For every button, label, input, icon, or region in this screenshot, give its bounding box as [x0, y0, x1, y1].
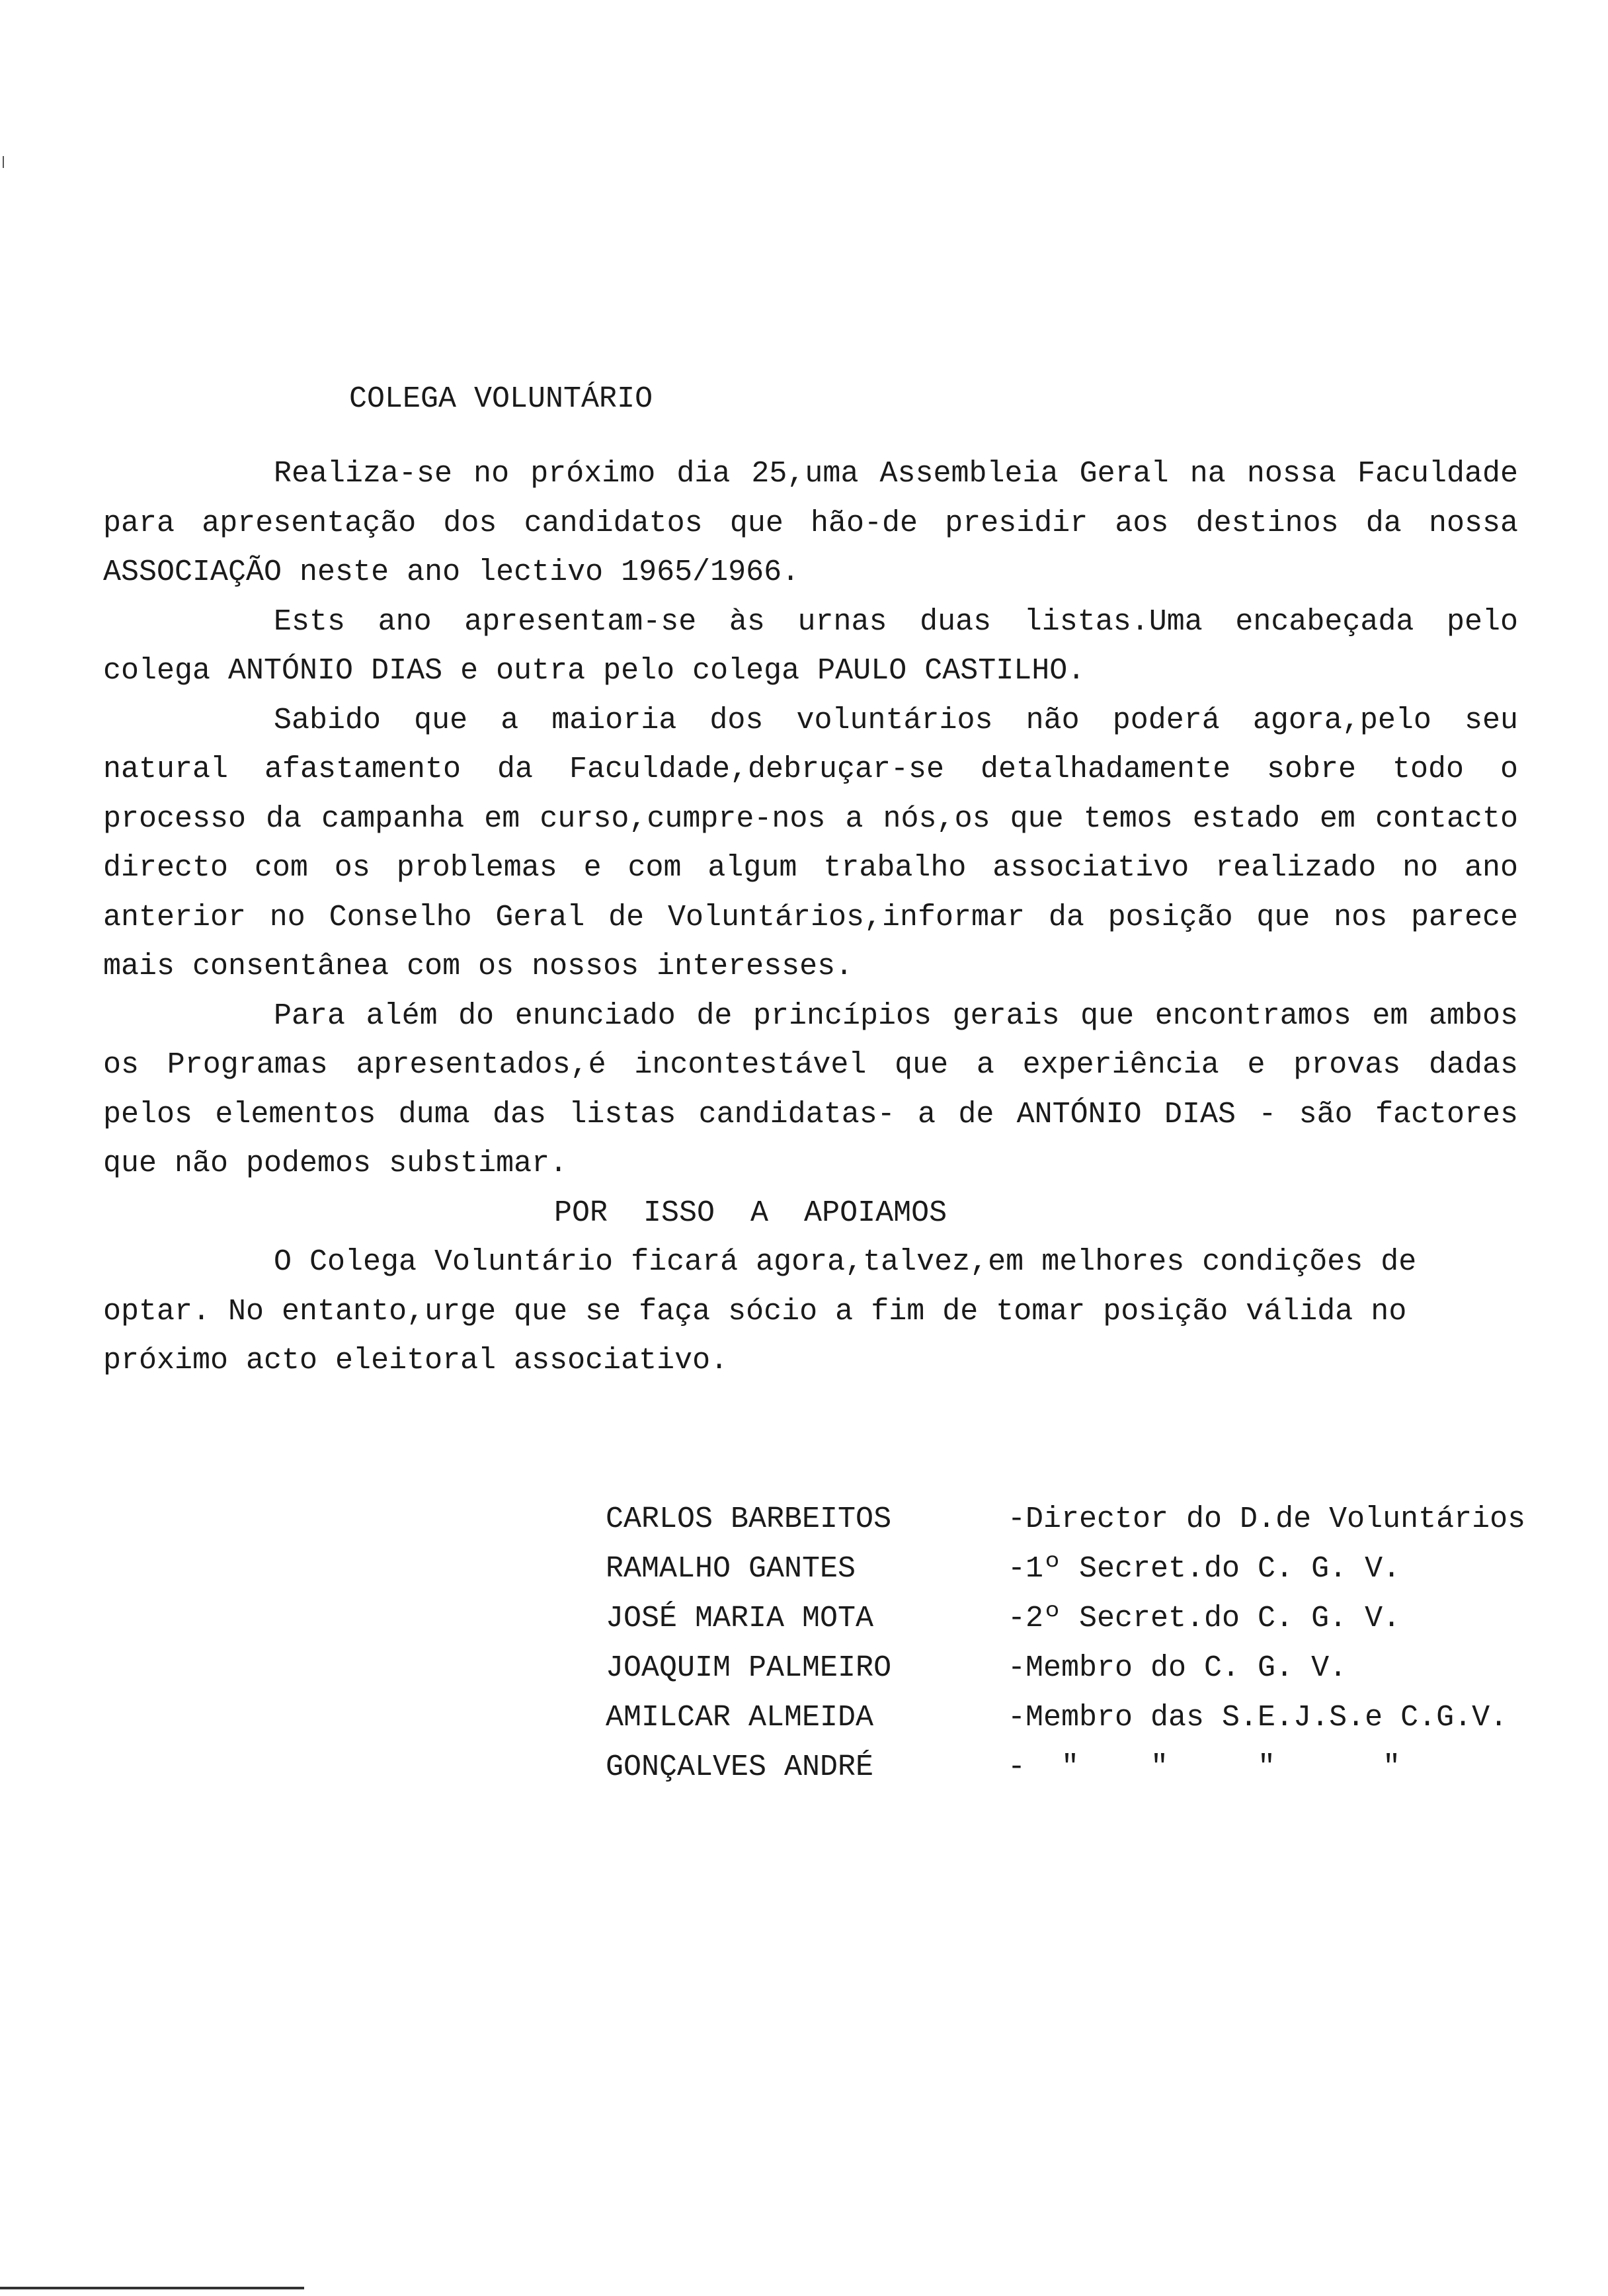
signatory-role: -Membro do C. G. V. — [1008, 1651, 1347, 1685]
signatory-role: -1º Secret.do C. G. V. — [1008, 1552, 1401, 1586]
signatory-name: JOSÉ MARIA MOTA — [606, 1602, 874, 1635]
signatory-name: CARLOS BARBEITOS — [606, 1502, 892, 1536]
signatory-row — [606, 1750, 1531, 1800]
signatory-row — [606, 1651, 1531, 1701]
scan-edge-line — [0, 2287, 304, 2289]
letter-body — [103, 450, 1518, 1386]
signatory-name: AMILCAR ALMEIDA — [606, 1701, 874, 1735]
paragraph-closing: O Colega Voluntário ficará agora,talvez,em melhores condições de optar. No entanto,urge que se faça sócio a fim de tomar posição válida no próximo acto eleitoral associativo. — [103, 1245, 1417, 1377]
signatory-role: -2º Secret.do C. G. V. — [1008, 1602, 1401, 1635]
paragraph-assembly: Realiza-se no próximo dia 25,uma Assembleia Geral na nossa Faculdade para apresentação dos candidatos que hão-de presidir aos destinos da nossa ASSOCIAÇÃO neste ano lectivo 1965/1966. — [103, 457, 1518, 589]
signatory-row — [606, 1552, 1531, 1602]
signatory-row — [606, 1701, 1531, 1750]
paragraph-position: Sabido que a maioria dos voluntários não poderá agora,pelo seu natural afastamento da Faculdade,debruçar-se detalhadamente sobre todo o processo da campanha em curso,cumpre-nos a nós,os que temos estado em contacto directo com os problemas e com algum trabalho associativo realizado no ano anterior no Conselho Geral de Voluntários,informar da posição que nos parece mais consentânea com os nossos interesses. — [103, 703, 1518, 983]
signatory-role: -Director do D.de Voluntários — [1008, 1502, 1526, 1536]
signatory-name: GONÇALVES ANDRÉ — [606, 1750, 874, 1784]
signatory-role: - " " " " — [1008, 1750, 1401, 1784]
support-statement: POR ISSO A APOIAMOS — [554, 1196, 947, 1230]
signatories-list — [606, 1502, 1531, 1800]
signatory-name: JOAQUIM PALMEIRO — [606, 1651, 892, 1685]
paragraph-lists: Ests ano apresentam-se às urnas duas listas.Uma encabeçada pelo colega ANTÓNIO DIAS e outra pelo colega PAULO CASTILHO. — [103, 604, 1518, 688]
paragraph-programs: Para além do enunciado de princípios gerais que encontramos em ambos os Programas apresentados,é incontestável que a experiência e provas dadas pelos elementos duma das listas candidatas- a de ANTÓNIO DIAS - são factores que não podemos substimar. — [103, 999, 1518, 1180]
signatory-name: RAMALHO GANTES — [606, 1552, 856, 1586]
signatory-role: -Membro das S.E.J.S.e C.G.V. — [1008, 1701, 1508, 1735]
document-title: COLEGA VOLUNTÁRIO — [349, 382, 653, 416]
signatory-row — [606, 1602, 1531, 1651]
signatory-row — [606, 1502, 1531, 1552]
scan-mark — [3, 156, 4, 168]
